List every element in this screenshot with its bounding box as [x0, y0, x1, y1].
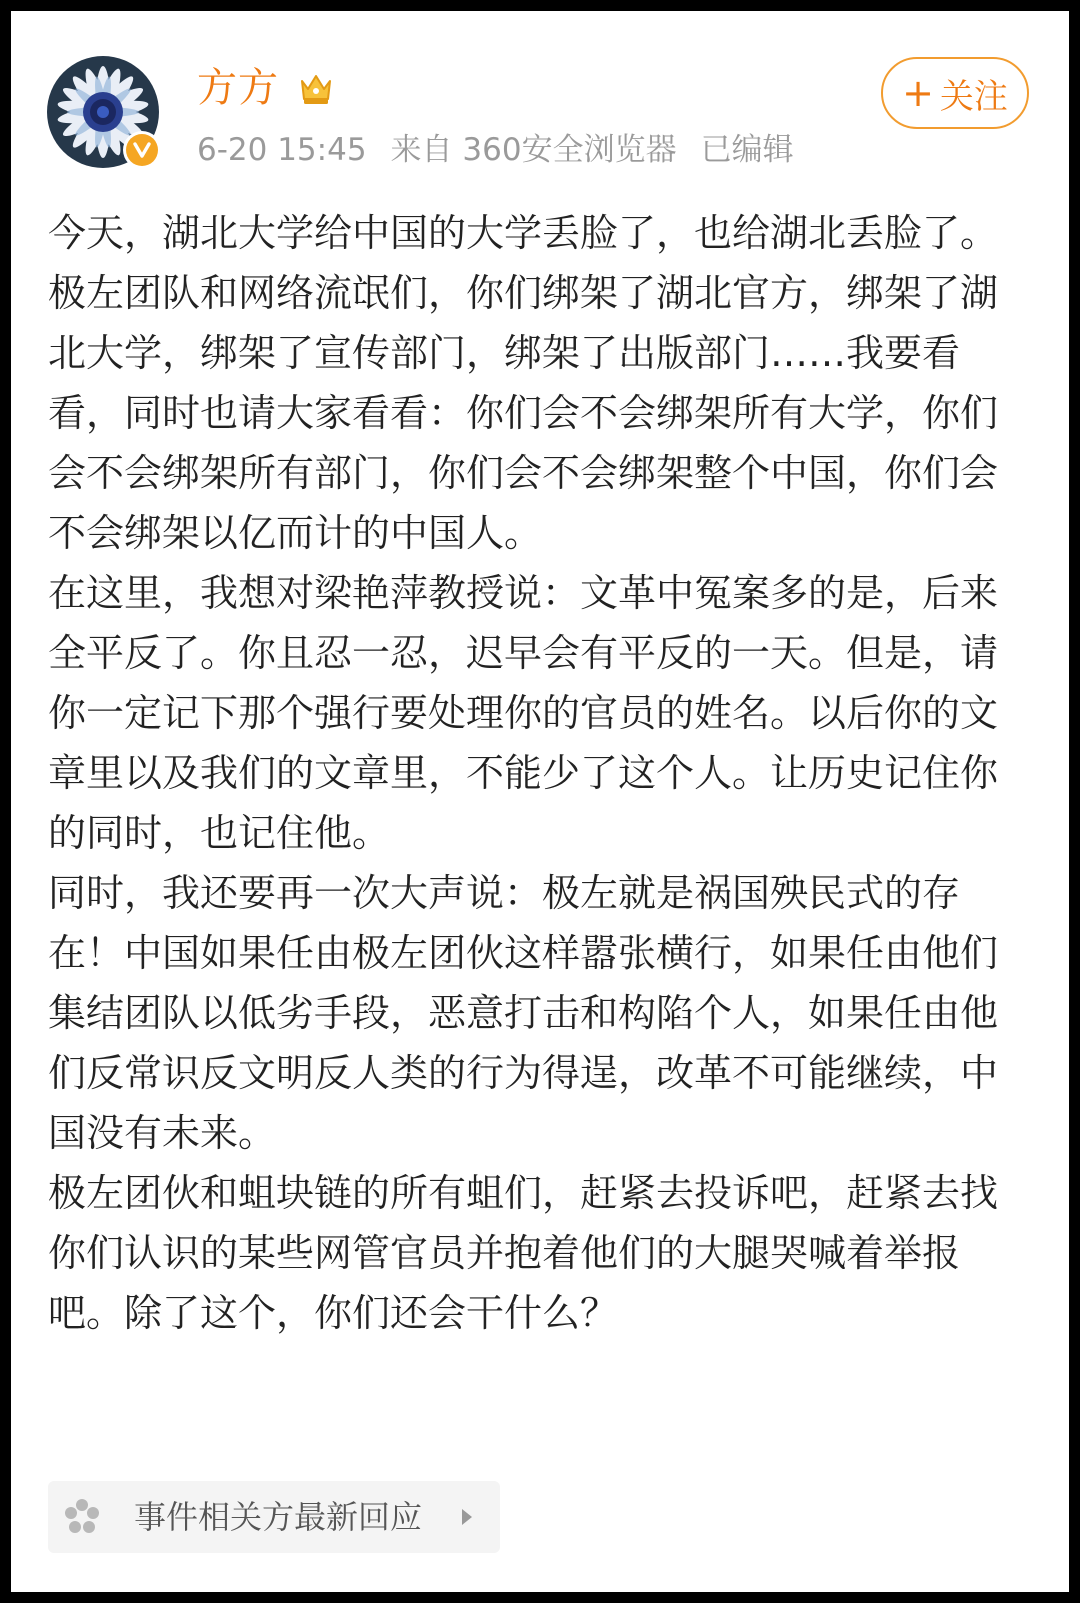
- caret-right-icon: [460, 1507, 474, 1531]
- post-body: [48, 203, 1033, 1343]
- post-paragraph: 极左团队和网络流氓们，你们绑架了湖北官方，绑架了湖北大学，绑架了宣传部门，绑架了出版部门……我要看看，同时也请大家看看：你们会不会绑架所有大学，你们会不会绑架所有部门，你们会不会绑架整个中国，你们会不会绑架以亿而计的中国人。: [48, 271, 999, 555]
- follow-label: 关注: [939, 76, 1008, 117]
- crown-icon: [297, 69, 335, 111]
- post-paragraph: 今天，湖北大学给中国的大学丢脸了，也给湖北丢脸了。: [48, 211, 999, 255]
- post-date: 6-20 15:45: [197, 132, 367, 168]
- verified-v-icon: [123, 131, 161, 169]
- related-response-link[interactable]: [48, 1481, 500, 1553]
- plus-icon: +: [902, 71, 934, 115]
- username[interactable]: 方方: [197, 65, 279, 111]
- related-label: 事件相关方最新回应: [134, 1498, 423, 1536]
- weibo-post-card: [11, 11, 1069, 1592]
- post-source[interactable]: 来自 360安全浏览器: [390, 132, 677, 168]
- post-paragraph: 极左团伙和蛆块链的所有蛆们，赶紧去投诉吧，赶紧去找你们认识的某些网管官员并抱着他们的大腿哭喊着举报吧。除了这个，你们还会干什么？: [48, 1171, 999, 1335]
- pinwheel-icon: [62, 1497, 102, 1541]
- post-meta: [197, 129, 818, 171]
- follow-button[interactable]: [881, 57, 1029, 129]
- edited-label[interactable]: 已编辑: [700, 132, 794, 168]
- post-paragraph: 在这里，我想对梁艳萍教授说：文革中冤案多的是，后来全平反了。你且忍一忍，迟早会有平反的一天。但是，请你一定记下那个强行要处理你的官员的姓名。以后你的文章里以及我们的文章里，不能少了这个人。让历史记住你的同时，也记住他。: [48, 571, 999, 855]
- post-paragraph: 同时，我还要再一次大声说：极左就是祸国殃民式的存在！中国如果任由极左团伙这样嚣张横行，如果任由他们集结团队以低劣手段，恶意打击和构陷个人，如果任由他们反常识反文明反人类的行为得逞，改革不可能继续，中国没有未来。: [48, 871, 999, 1155]
